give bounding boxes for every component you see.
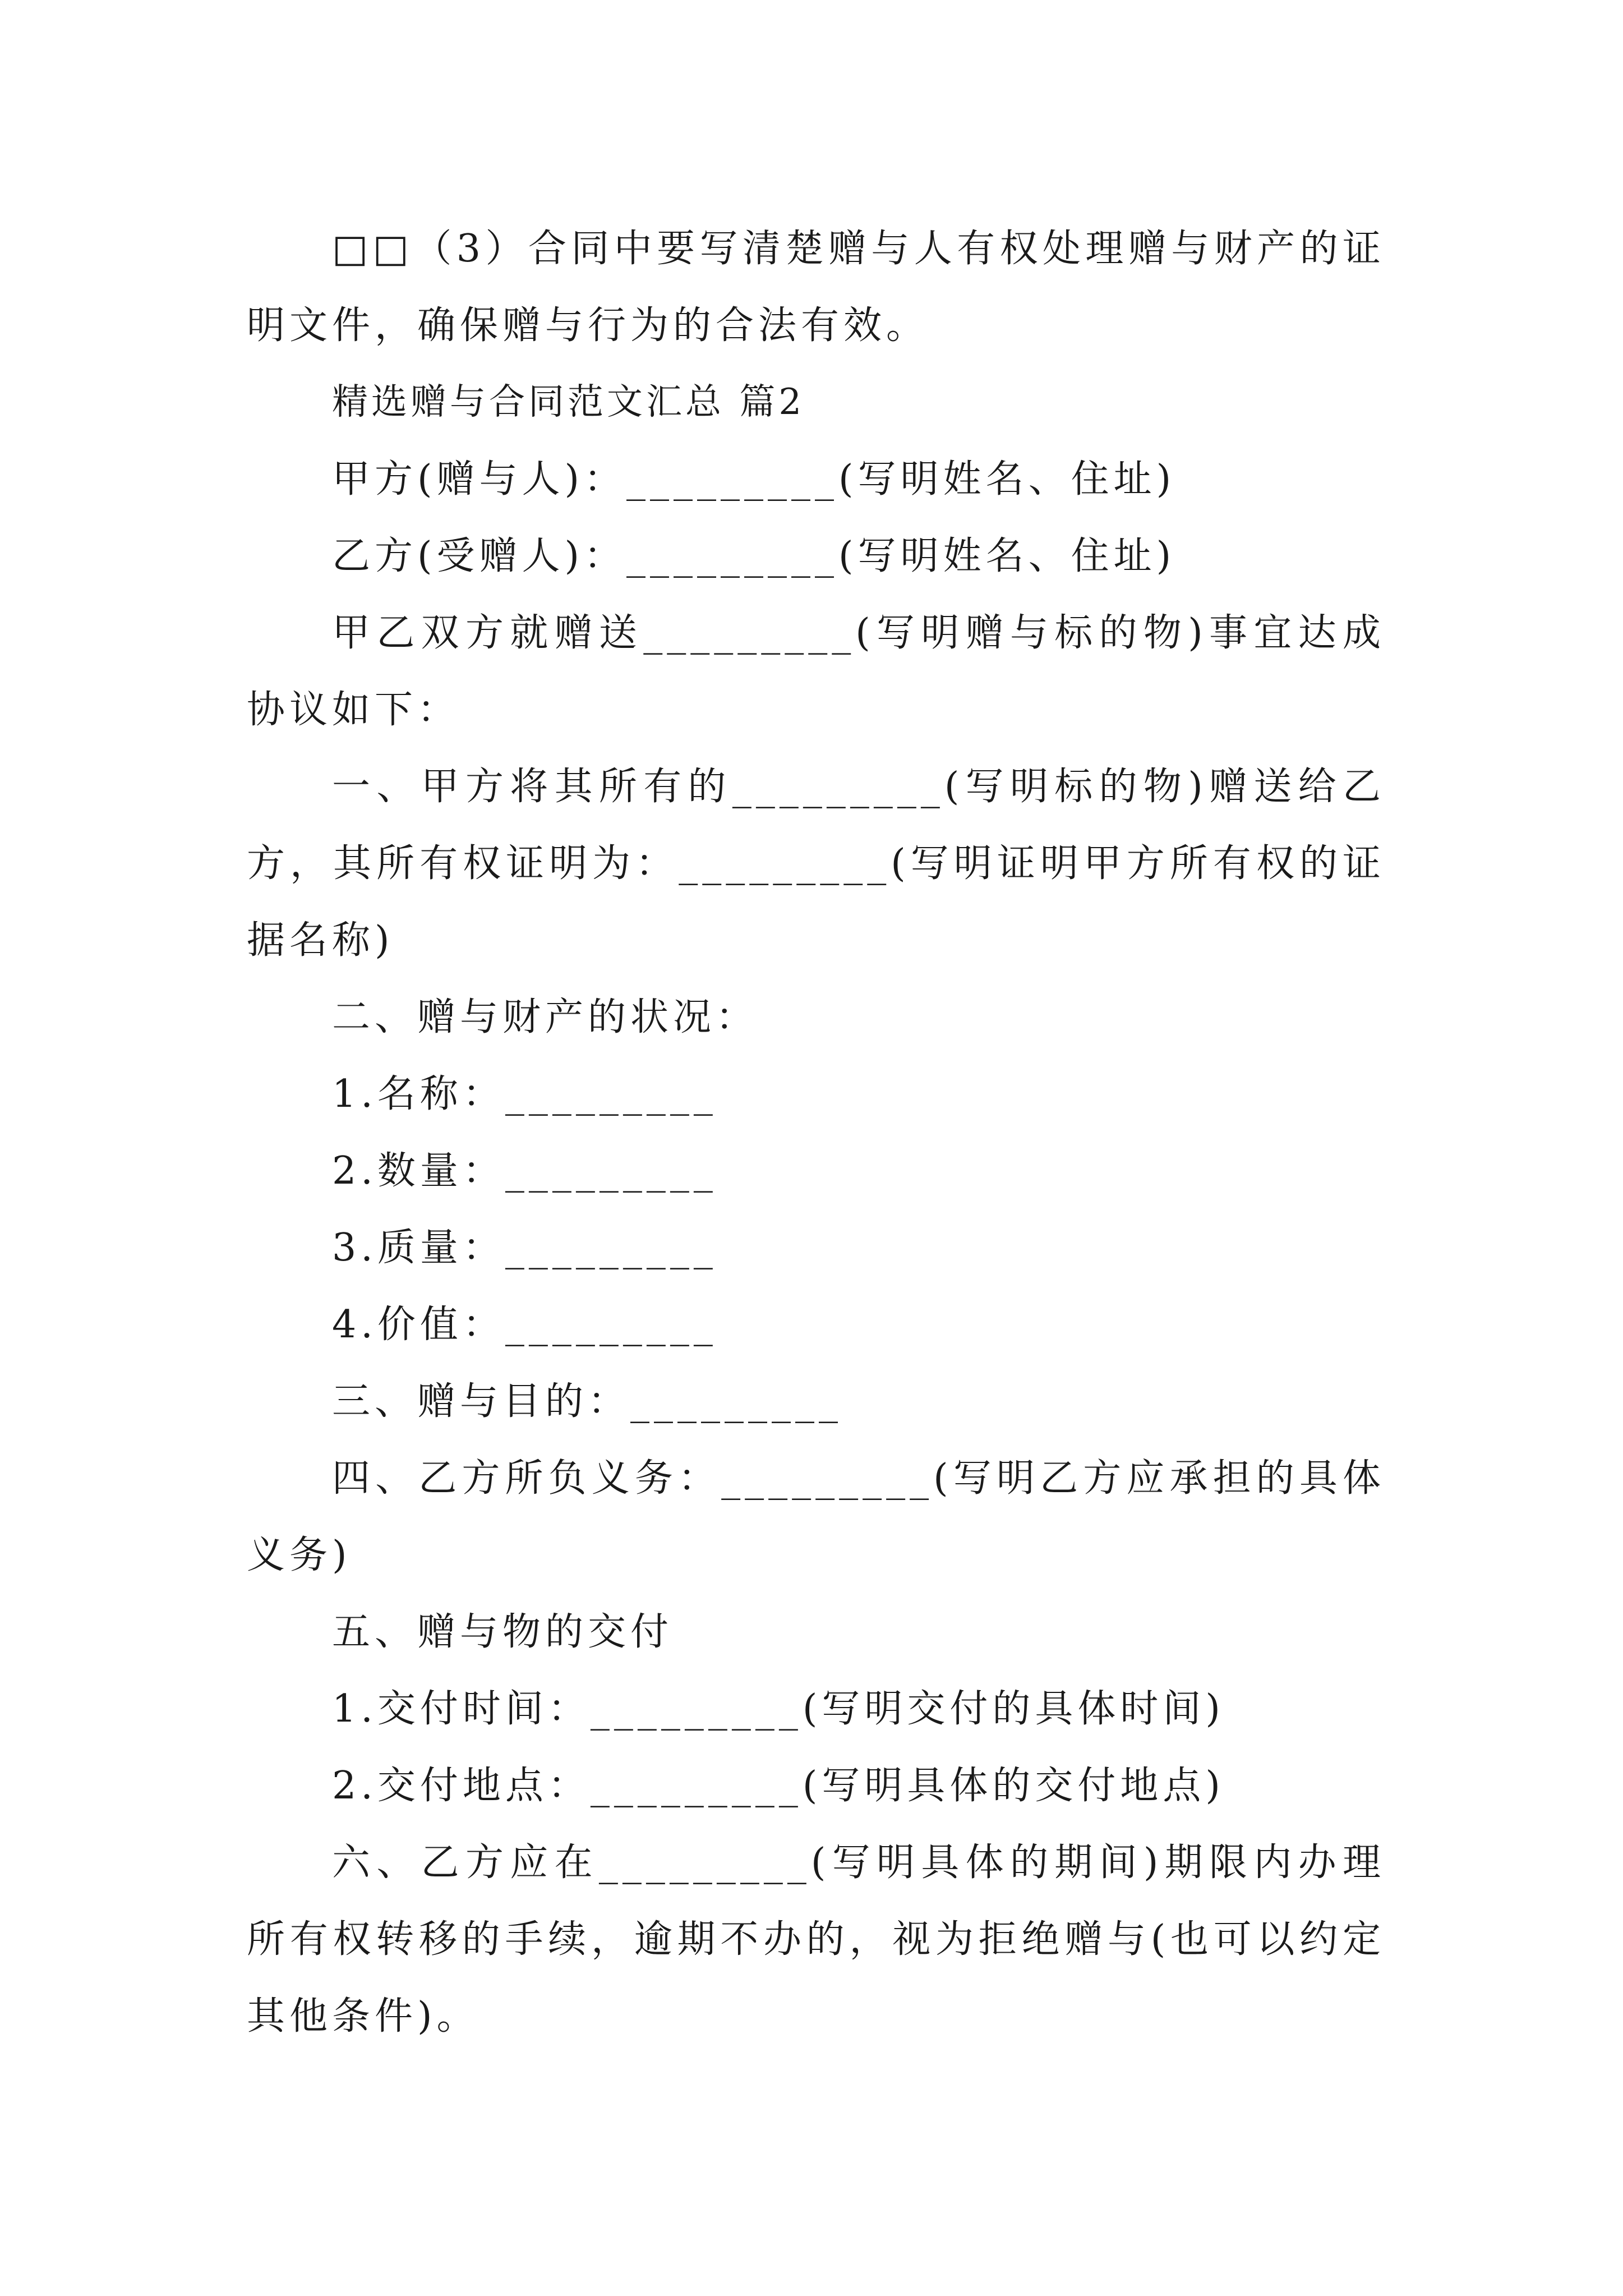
property-quantity-line: 2.数量：_________: [332, 1149, 717, 1193]
article-4: 四、乙方所负义务：_________(写明乙方应承担的具体义务): [247, 1456, 1385, 1577]
article-3: 三、赠与目的：_________: [332, 1379, 843, 1424]
property-quality-line: 3.质量：_________: [332, 1226, 717, 1270]
property-name-line: 1.名称：_________: [332, 1072, 717, 1116]
agreement-intro: 甲乙双方就赠送_________(写明赠与标的物)事宜达成协议如下：: [247, 611, 1385, 732]
article-1: 一、甲方将其所有的_________(写明标的物)赠送给乙方，其所有权证明为：_________(写明证明甲方所有权的证据名称): [247, 765, 1385, 963]
party-b-line: 乙方(受赠人)：_________(写明姓名、住址): [332, 534, 1176, 578]
property-value-line: 4.价值：_________: [332, 1303, 717, 1347]
article-5-title: 五、赠与物的交付: [332, 1610, 674, 1654]
document-body: [247, 210, 1385, 2055]
section-heading: 精选赠与合同范文汇总 篇2: [332, 381, 805, 423]
delivery-time-line: 1.交付时间：_________(写明交付的具体时间): [332, 1687, 1225, 1731]
party-a-line: 甲方(赠与人)：_________(写明姓名、住址): [332, 457, 1176, 501]
paragraph-clause-3: □□（3）合同中要写清楚赠与人有权处理赠与财产的证明文件，确保赠与行为的合法有效。: [247, 227, 1385, 348]
article-2-title: 二、赠与财产的状况：: [332, 995, 759, 1039]
article-6: 六、乙方应在_________(写明具体的期间)期限内办理所有权转移的手续，逾期不办的，视为拒绝赠与(也可以约定其他条件)。: [247, 1841, 1385, 2039]
delivery-place-line: 2.交付地点：_________(写明具体的交付地点): [332, 1764, 1225, 1808]
